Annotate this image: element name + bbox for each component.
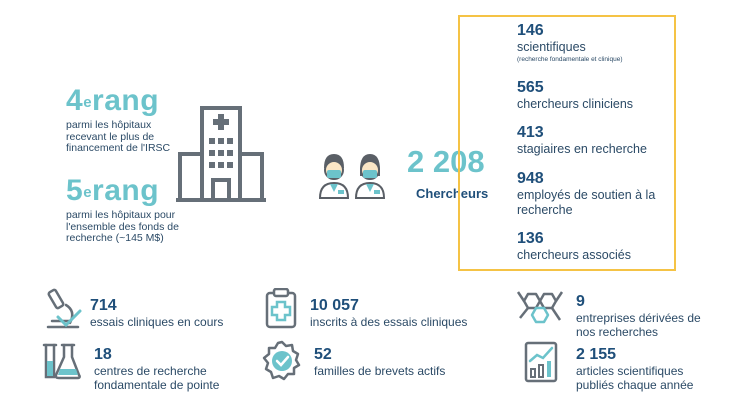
box-item-support-staff — [517, 170, 667, 218]
stat-number: 18 — [94, 346, 112, 363]
box-item-clinicians — [517, 79, 633, 112]
rank-description: parmi les hôpitaux pour l'ensemble des fonds de recherche (~145 M$) — [66, 209, 179, 244]
box-item-associates — [517, 230, 631, 263]
molecule-icon — [516, 288, 566, 328]
box-item-desc: stagiaires en recherche — [517, 142, 647, 156]
box-item-number: 565 — [517, 79, 544, 96]
box-item-desc: scientifiques — [517, 40, 586, 54]
stat-number: 52 — [314, 346, 332, 363]
stat-number: 2 155 — [576, 346, 617, 363]
stat-enrolled — [310, 297, 467, 329]
stat-number: 10 057 — [310, 297, 359, 314]
stat-research-centres — [94, 346, 254, 392]
rank-block-2 — [66, 176, 191, 245]
doctors-icon — [316, 152, 388, 202]
box-item-desc: employés de soutien à la recherche — [517, 188, 656, 217]
stat-publications — [576, 346, 716, 392]
researchers-label: Chercheurs — [416, 186, 489, 201]
stat-number: 714 — [90, 297, 117, 314]
microscope-icon — [44, 287, 84, 331]
hospital-icon — [176, 104, 266, 204]
box-item-scientists — [517, 22, 623, 64]
stat-spinoffs — [576, 293, 706, 339]
stat-desc: familles de brevets actifs — [314, 364, 446, 378]
box-item-number: 136 — [517, 230, 544, 247]
box-item-note: (recherche fondamentale et clinique) — [517, 56, 623, 63]
box-item-number: 146 — [517, 22, 544, 39]
rank-heading: 5erang — [66, 174, 160, 207]
box-item-number: 413 — [517, 124, 544, 141]
stat-clinical-trials — [90, 297, 223, 329]
box-item-trainees — [517, 124, 647, 157]
stat-desc: centres de recherche fondamentale de pointe — [94, 364, 220, 392]
stat-patent-families — [314, 346, 445, 378]
stat-desc: essais cliniques en cours — [90, 315, 224, 329]
lab-flasks-icon — [42, 341, 84, 381]
stat-number: 9 — [576, 293, 585, 310]
stat-desc: articles scientifiques publiés chaque année — [576, 364, 694, 392]
rank-heading: 4erang — [66, 84, 160, 117]
clipboard-cross-icon — [264, 288, 298, 330]
box-item-number: 948 — [517, 170, 544, 187]
researchers-total: 2 208 — [407, 144, 485, 179]
badge-check-icon — [261, 340, 303, 382]
box-item-desc: chercheurs associés — [517, 248, 631, 262]
rank-description: parmi les hôpitaux recevant le plus de financement de l'IRSC — [66, 119, 171, 154]
box-item-desc: chercheurs cliniciens — [517, 97, 634, 111]
chart-document-icon — [524, 341, 558, 383]
rank-block-1 — [66, 86, 191, 155]
stat-desc: inscrits à des essais cliniques — [310, 315, 468, 329]
stat-desc: entreprises dérivées de nos recherches — [576, 311, 701, 339]
